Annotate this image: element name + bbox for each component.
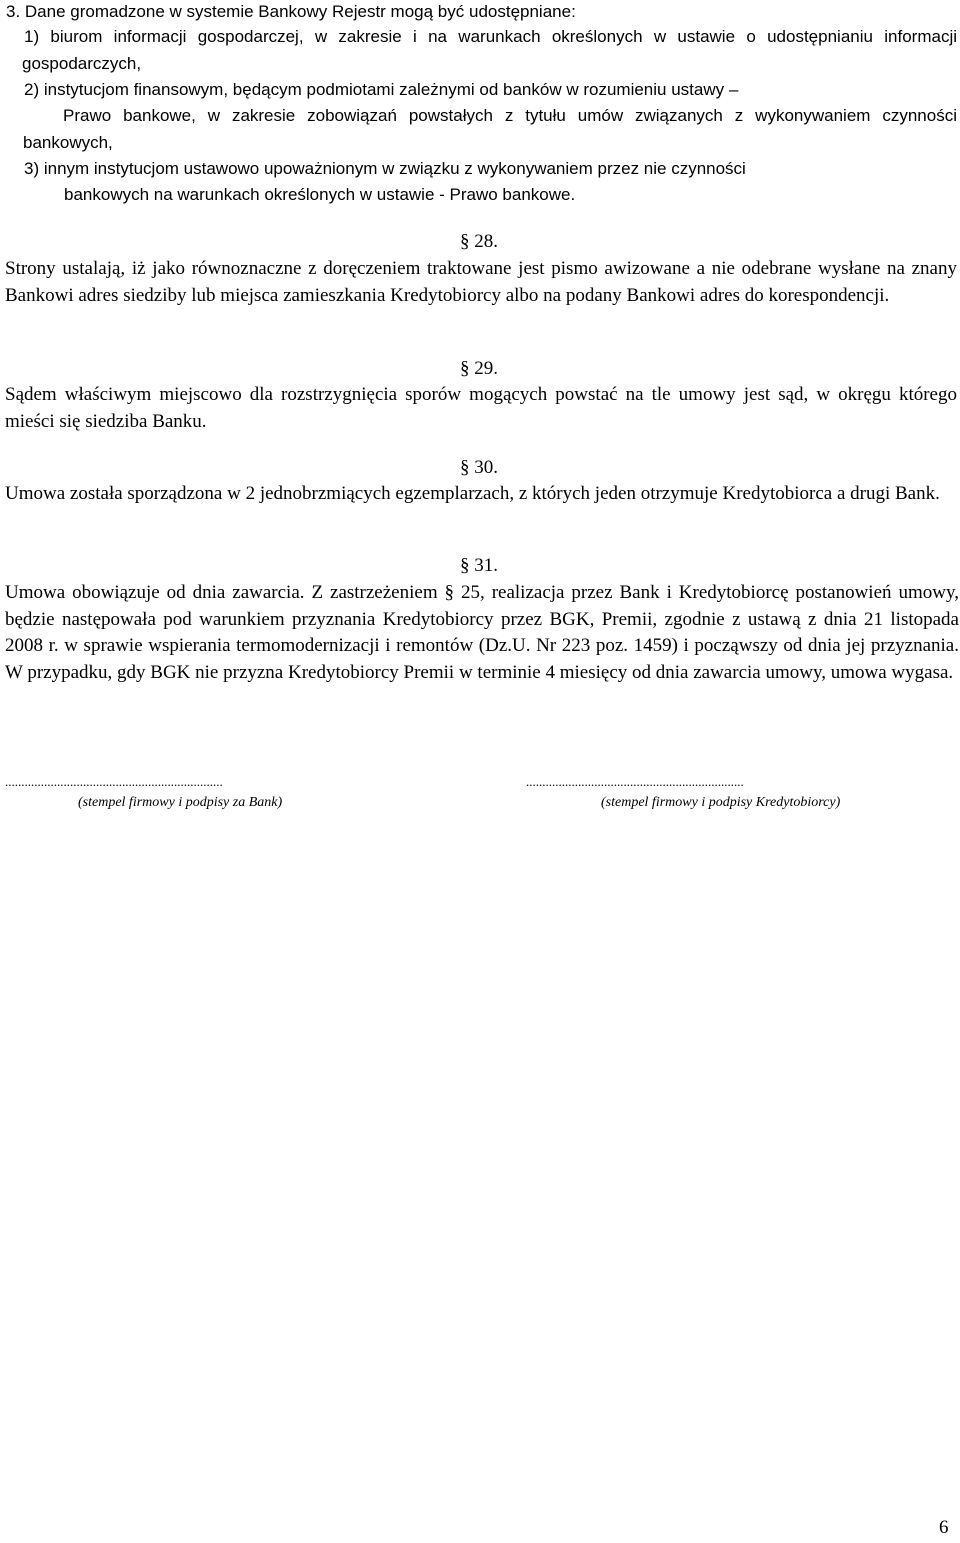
bank-signature-line: ................................................................... [5, 774, 223, 789]
section3-item-2-continuation: Prawo bankowe, w zakresie zobowiązań powstałych z tytułu umów związanych z wykonywaniem czynności bankowych, [23, 106, 957, 152]
client-signature-caption: (stempel firmowy i podpisy Kredytobiorcy) [601, 795, 841, 810]
page-number: 6 [939, 1517, 949, 1538]
section-31-body: Umowa obowiązuje od dnia zawarcia. Z zastrzeżeniem § 25, realizacja przez Bank i Kredytobiorcę postanowień umowy, będzie następowała pod warunkiem przyznania Kredytobiorcy przez BGK, Premii, zgodnie z ustawą z dnia 21 listopada 2008 r. w sprawie wspierania termomodernizacji i remontów (Dz.U. Nr 223 poz. 1459) i począwszy od dnia jej przyznania. W przypadku, gdy BGK nie przyzna Kredytobiorcy Premii w terminie 4 miesięcy od dnia zawarcia umowy, umowa wygasa. [5, 582, 959, 683]
section-29-heading: § 29. [460, 358, 498, 379]
section-30-heading: § 30. [460, 457, 498, 478]
section-29-body: Sądem właściwym miejscowo dla rozstrzygnięcia sporów mogących powstać na tle umowy jest sąd, w okręgu którego mieści się siedziba Banku. [5, 384, 957, 432]
section3-item-1: 1) biurom informacji gospodarczej, w zakresie i na warunkach określonych w ustawie o udostępnianiu informacji gospodarczych, [22, 27, 957, 73]
section-30-body: Umowa została sporządzona w 2 jednobrzmiących egzemplarzach, z których jeden otrzymuje Kredytobiorca a drugi Bank. [5, 483, 940, 504]
section3-item-3-continuation: bankowych na warunkach określonych w ustawie - Prawo bankowe. [64, 185, 576, 204]
bank-signature-caption: (stempel firmowy i podpisy za Bank) [78, 795, 283, 810]
section-28-heading: § 28. [460, 231, 498, 252]
client-signature-line: ................................................................... [526, 774, 744, 789]
section3-item-3-first-line: 3) innym instytucjom ustawowo upoważnionym w związku z wykonywaniem przez nie czynności [24, 159, 746, 178]
section-28-body: Strony ustalają, iż jako równoznaczne z doręczeniem traktowane jest pismo awizowane a nie odebrane wysłane na znany Bankowi adres siedziby lub miejsca zamieszkania Kredytobiorcy albo na podany Bankowi adres do korespondencji. [5, 258, 957, 306]
section3-intro: 3. Dane gromadzone w systemie Bankowy Rejestr mogą być udostępniane: [6, 2, 576, 21]
section3-item-2-first-line: 2) instytucjom finansowym, będącym podmiotami zależnymi od banków w rozumieniu ustawy – [24, 80, 739, 99]
section-31-heading: § 31. [460, 555, 498, 576]
